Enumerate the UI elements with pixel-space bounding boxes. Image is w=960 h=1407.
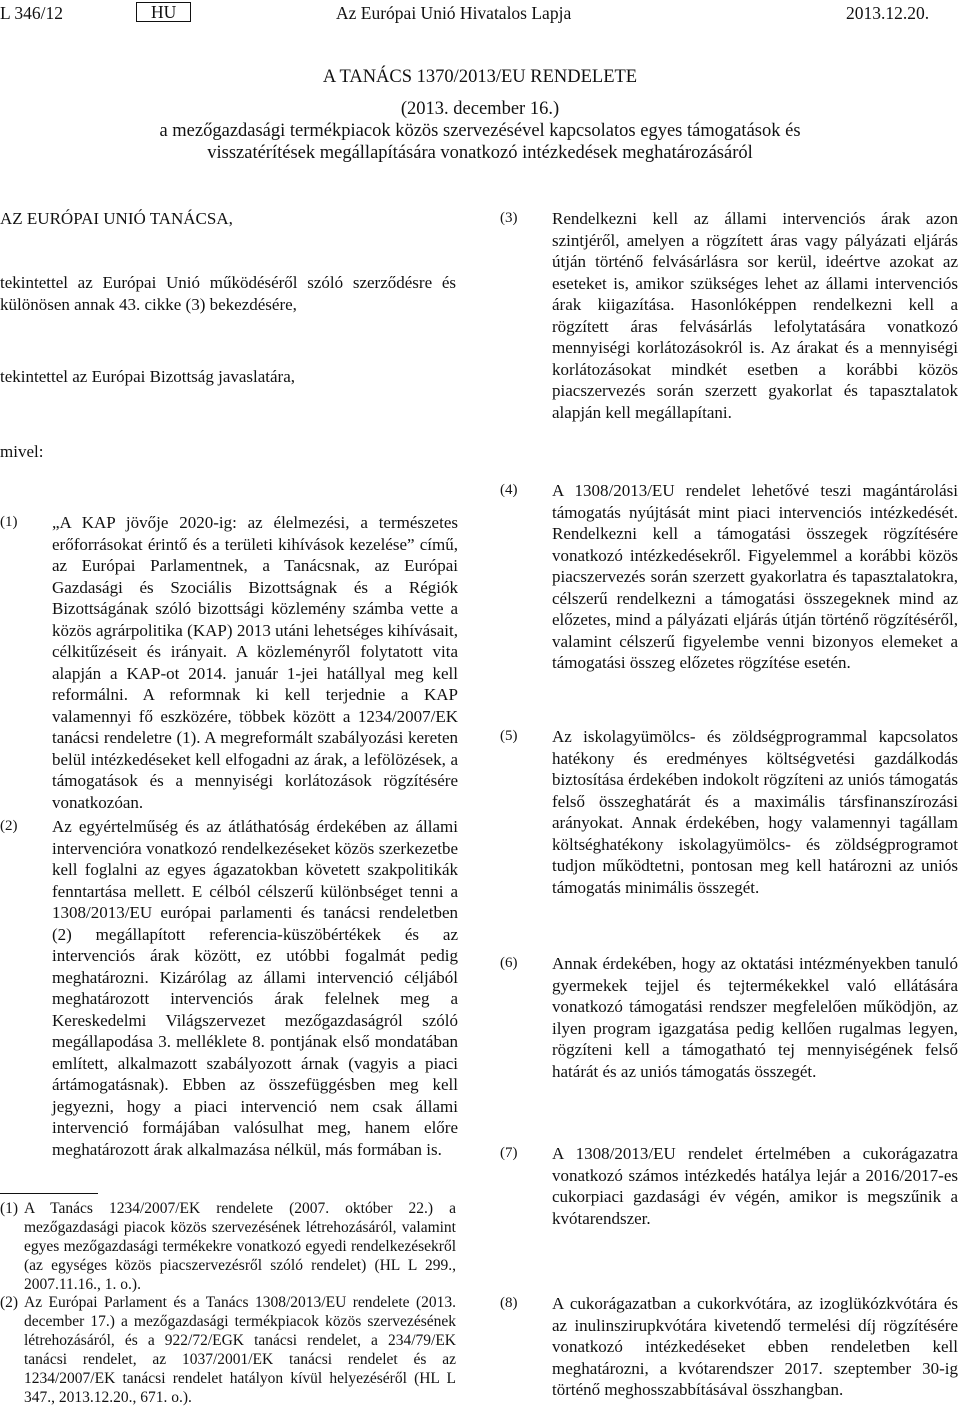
whereas-label: mivel: (0, 442, 44, 461)
recital-text: Rendelkezni kell az állami intervenciós árak azon szintjéről, amelyen a rögzített áras vagy pályázati eljárás útján történő felvásárlásra sor kerül, ideértve azokat az eseteket is, amikor szükséges lehet az állami intervenciós árak kiigazítása. Hasonlóképpen rendelkezni kell a rögzített áras felvásárlás lefolytatására vonatkozó mennyiségi korlátozásokról is. Az árakat és a mennyiségi korlátozásokat mindkét esetben a korábbi közös piacszervezés során szerzett gyakorlat és tapasztalatok alapján kell megállapítani. (552, 209, 958, 422)
footnote-text: Az Európai Parlament és a Tanács 1308/2013/EU rendelete (2013. december 17.) a mezőgazdasági termékpiacok közös szervezésének létrehozásáról, és a 922/72/EGK tanácsi rendelet, a 234/79/EK tanácsi rendelet, az 1037/2001/EK tanácsi rendelet és az 1234/2007/EK tanácsi rendelet hatályon kívül helyezéséről (HL L 347., 2013.12.20., 671. o.). (24, 1294, 456, 1406)
publication-date: 2013.12.20. (846, 3, 930, 23)
recital-number: (4) (500, 482, 518, 498)
page-header (0, 0, 960, 30)
recital-number: (1) (0, 514, 18, 530)
footnote-mark: (1) (0, 1200, 19, 1217)
citation-commission: tekintettel az Európai Bizottság javaslatára, (0, 367, 296, 386)
recital-number: (3) (500, 210, 518, 226)
recital-number: (6) (500, 955, 518, 971)
recital-text: Az iskolagyümölcs- és zöldségprogrammal kapcsolatos hatékony és eredményes költségvetési gazdálkodás biztosítása érdekében indokolt rögzíteni az uniós támogatás felső összeghatárát és a maximális társfinanszírozási arányokat. Annak érdekében, hogy valamennyi tagállam költséghatékony iskolagyümölcs- és zöldségprogramot tudjon működtetni, pontosan meg kell határozni az uniós támogatás minimális összegét. (552, 727, 958, 897)
recital-text: A cukorágazatban a cukorkvótára, az izoglükózkvótára és az inulinszirupkvótára kivetendő termelési díj rögzítésére vonatkozó intézkedéseket ebben rendeletben kell meghatározni, a kvótarendszer 2017. szeptember 30-ig történő meghosszabbításával összhangban. (552, 1294, 958, 1399)
recital-number: (8) (500, 1295, 518, 1311)
recital-text: A 1308/2013/EU rendelet értelmében a cukorágazatra vonatkozó számos intézkedés hatálya lejár a 2016/2017-es cukorpiaci gazdasági év végén, amikor is megszűnik a kvótarendszer. (552, 1144, 958, 1228)
footnote-mark: (2) (0, 1294, 19, 1311)
title-date: (2013. december 16.) (400, 99, 560, 119)
council-heading: AZ EURÓPAI UNIÓ TANÁCSA, (0, 209, 233, 228)
title-subject-line-1: a mezőgazdasági termékpiacok közös szervezésével kapcsolatos egyes támogatások és (159, 121, 801, 141)
journal-name: Az Európai Unió Hivatalos Lapja (336, 3, 572, 23)
citation-treaty: tekintettel az Európai Unió működéséről szóló szerződésre és különösen annak 43. cikke (3) bekezdésére, (0, 273, 456, 314)
recital-number: (2) (0, 818, 18, 834)
recital-text: „A KAP jövője 2020-ig: az élelmezési, a természetes erőforrásokat érintő és a területi kihívások kezelése” című, az Európai Parlamentnek, a Tanácsnak, az Európai Gazdasági és Szociális Bizottságnak és a Régiók Bizottságának szóló bizottsági közlemény számba vette a közös agrárpolitika (KAP) 2013 utáni lehetséges kihívásait, célkitűzéseit és irányait. A közleményről folytatott vita alapján a KAP-ot 2014. január 1-jei hatállyal meg kell reformálni. A reformnak ki kell terjednie a KAP valamennyi fő eszközére, többek között a 1234/2007/EK tanácsi rendeletre (1). A megreformált szabályozási kereten belül intézkedéseket kell elfogadni az árak, a lefölözések, a támogatások és a mennyiségi korlátozások rögzítésére vonatkozóan. (52, 513, 458, 812)
title-subject-line-2: visszatérítések megállapítására vonatkozó intézkedések meghatározásáról (207, 143, 753, 163)
recital-text: Annak érdekében, hogy az oktatási intézményekben tanuló gyermekek tejjel és tejtermékekkel való ellátására vonatkozó támogatási rendszer megfelelően működjön, az ilyen program igazgatása pedig kellően rugalmas legyen, rögzíteni kell a támogatható tej mennyiségének felső határát és az uniós támogatás összegét. (552, 954, 958, 1081)
footnote-text: A Tanács 1234/2007/EK rendelete (2007. október 22.) a mezőgazdasági piacok közös szervezésének létrehozásáról, valamint egyes mezőgazdasági termékekre vonatkozó egyedi rendelkezésekről (az egységes közös piacszervezésről szóló rendelet) (HL L 299., 2007.11.16., 1. o.). (24, 1200, 456, 1293)
recital-number: (5) (500, 728, 518, 744)
recital-text: Az egyértelműség és az átláthatóság érdekében az állami intervencióra vonatkozó rendelkezéseket közös szerkezetbe kell foglalni az egyes ágazatokban követett szakpolitikák fenntartása mellett. E célból célszerű különbséget tenni a 1308/2013/EU európai parlamenti és tanácsi rendeletben (2) megállapított referencia-küszöbértékek és az intervenciós árak között, ez utóbbi fogalmát pedig meghatározni. Kizárólag az állami intervenció céljából meghatározott intervenciós árak felelnek meg a Kereskedelmi Világszervezet mezőgazdaságról szóló megállapodása 3. melléklete 8. pontjának első mondatában említett, alkalmazott szabályozott árnak (vagyis a piaci ártámogatásnak). Ebben az összefüggésben meg kell jegyezni, hogy a piaci intervenció nem csak állami intervenció formájában valósulhat meg, hanem előre meghatározott árak alkalmazása nélkül, más formában is. (52, 817, 458, 1159)
document-title (0, 66, 960, 164)
footnote-divider (0, 1193, 98, 1194)
recital-text: A 1308/2013/EU rendelet lehetővé teszi magántárolási támogatás nyújtását mint piaci intervenciós intézkedését. Rendelkezni kell a támogatási összegek rögzítésére vonatkozó intézkedésekről. Figyelemmel a korábbi közös piacszervezés során szerzett gyakorlatra és tapasztalatokra, célszerű rendelkezni a támogatási összegeknek mind az előzetes, mind a pályázati eljárás útján történő rögzítéséről, valamint célszerű figyelembe venni bizonyos elemeket a támogatási összeg előzetes rögzítése esetén. (552, 481, 958, 672)
page-reference: L 346/12 (0, 3, 64, 23)
title-regulation: A TANÁCS 1370/2013/EU RENDELETE (322, 67, 638, 87)
language-badge: HU (136, 2, 191, 22)
recital-number: (7) (500, 1145, 518, 1161)
